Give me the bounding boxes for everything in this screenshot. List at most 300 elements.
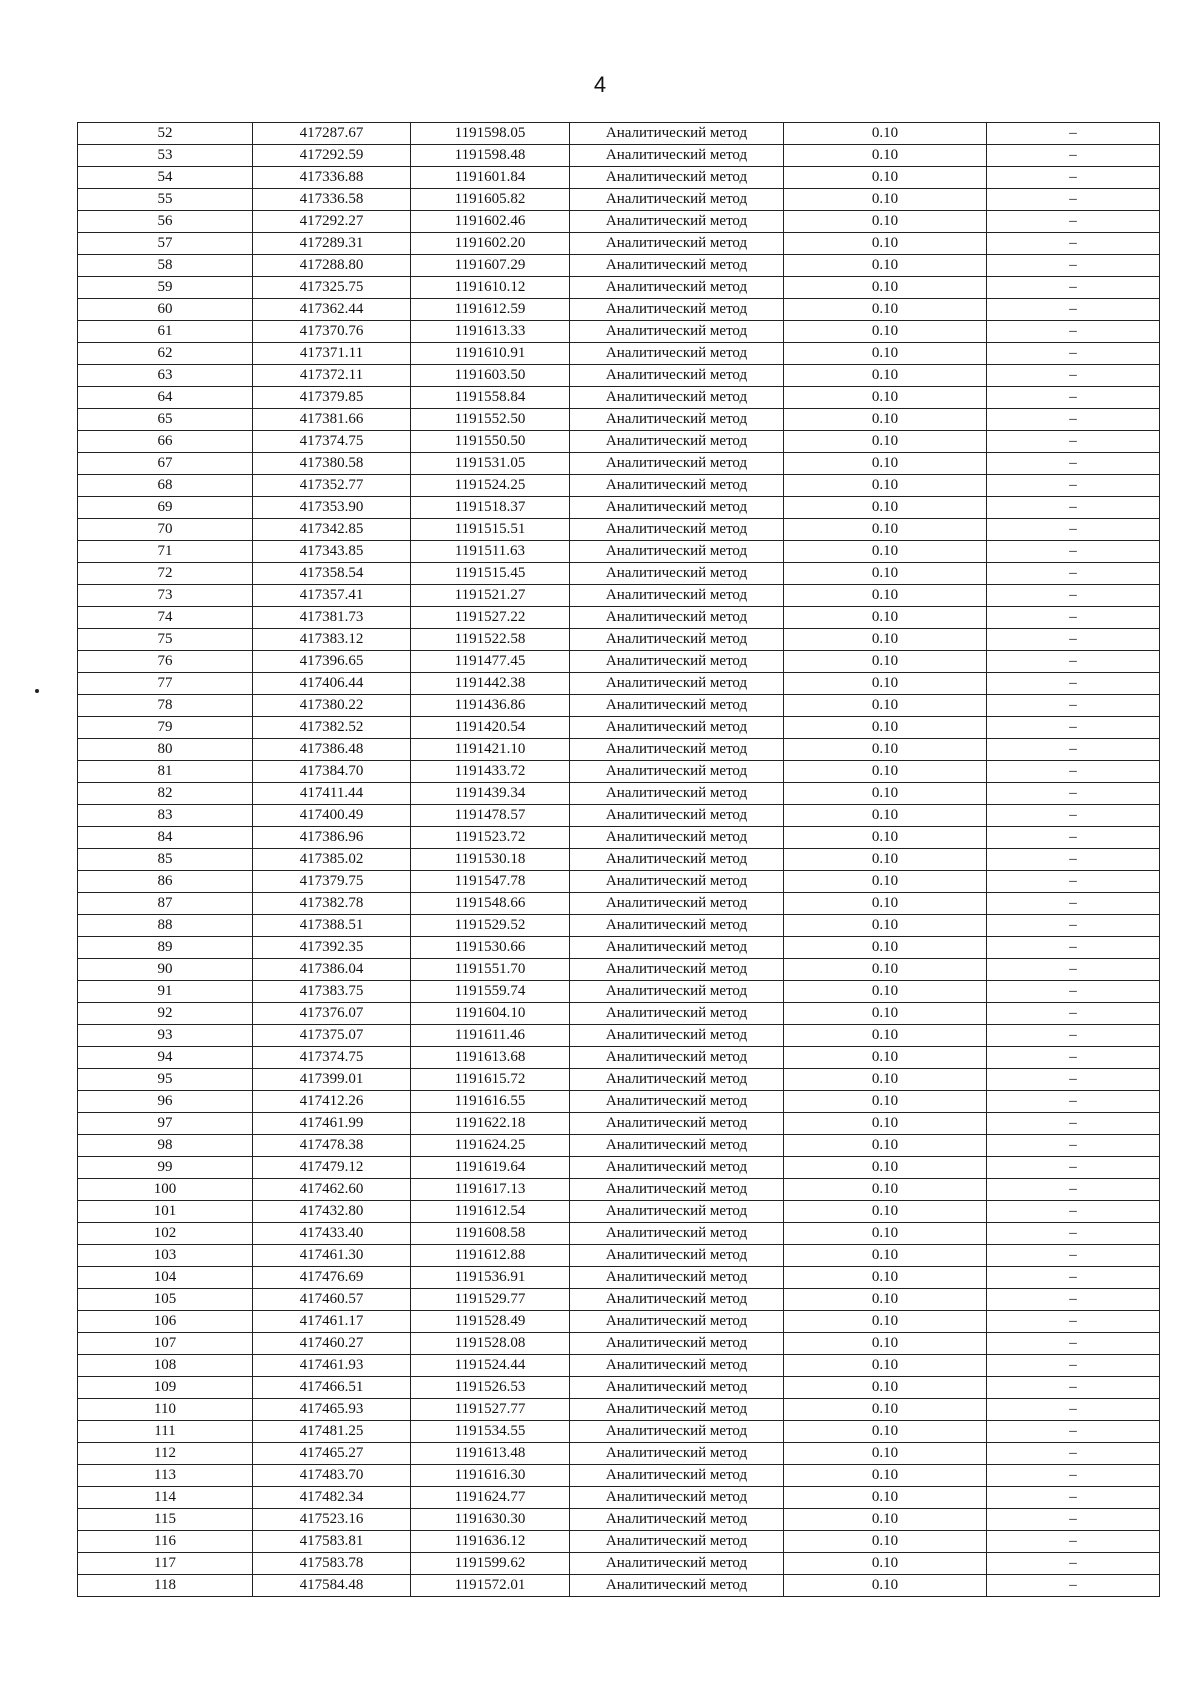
- table-row: [78, 123, 1160, 145]
- cell-coord-y: 1191616.55: [411, 1091, 570, 1113]
- cell-coord-x: 417465.27: [253, 1443, 411, 1465]
- cell-coord-y: 1191602.46: [411, 211, 570, 233]
- table-row: [78, 629, 1160, 651]
- cell-coord-x: 417343.85: [253, 541, 411, 563]
- table-row: [78, 1091, 1160, 1113]
- cell-point-number: 66: [78, 431, 253, 453]
- cell-method: Аналитический метод: [570, 145, 784, 167]
- cell-accuracy: 0.10: [784, 827, 987, 849]
- cell-method: Аналитический метод: [570, 1421, 784, 1443]
- table-row: [78, 981, 1160, 1003]
- cell-coord-y: 1191558.84: [411, 387, 570, 409]
- cell-method: Аналитический метод: [570, 1531, 784, 1553]
- cell-accuracy: 0.10: [784, 1135, 987, 1157]
- cell-coord-x: 417289.31: [253, 233, 411, 255]
- table-row: [78, 1531, 1160, 1553]
- table-row: [78, 739, 1160, 761]
- cell-accuracy: 0.10: [784, 959, 987, 981]
- table-row: [78, 497, 1160, 519]
- cell-note: –: [987, 893, 1160, 915]
- cell-note: –: [987, 343, 1160, 365]
- cell-method: Аналитический метод: [570, 717, 784, 739]
- cell-coord-y: 1191624.77: [411, 1487, 570, 1509]
- cell-accuracy: 0.10: [784, 145, 987, 167]
- cell-point-number: 89: [78, 937, 253, 959]
- cell-method: Аналитический метод: [570, 1399, 784, 1421]
- cell-note: –: [987, 805, 1160, 827]
- table-row: [78, 1443, 1160, 1465]
- cell-coord-y: 1191613.33: [411, 321, 570, 343]
- cell-method: Аналитический метод: [570, 915, 784, 937]
- cell-note: –: [987, 409, 1160, 431]
- cell-point-number: 81: [78, 761, 253, 783]
- cell-point-number: 117: [78, 1553, 253, 1575]
- table-row: [78, 1135, 1160, 1157]
- table-row: [78, 453, 1160, 475]
- cell-accuracy: 0.10: [784, 1333, 987, 1355]
- cell-point-number: 88: [78, 915, 253, 937]
- cell-point-number: 97: [78, 1113, 253, 1135]
- cell-coord-y: 1191604.10: [411, 1003, 570, 1025]
- cell-method: Аналитический метод: [570, 563, 784, 585]
- cell-coord-y: 1191630.30: [411, 1509, 570, 1531]
- cell-coord-y: 1191522.58: [411, 629, 570, 651]
- cell-point-number: 69: [78, 497, 253, 519]
- cell-method: Аналитический метод: [570, 1267, 784, 1289]
- cell-note: –: [987, 1003, 1160, 1025]
- table-row: [78, 959, 1160, 981]
- cell-note: –: [987, 1333, 1160, 1355]
- cell-accuracy: 0.10: [784, 871, 987, 893]
- cell-accuracy: 0.10: [784, 1091, 987, 1113]
- table-row: [78, 1421, 1160, 1443]
- cell-accuracy: 0.10: [784, 1377, 987, 1399]
- cell-accuracy: 0.10: [784, 805, 987, 827]
- cell-method: Аналитический метод: [570, 1069, 784, 1091]
- cell-note: –: [987, 761, 1160, 783]
- cell-point-number: 83: [78, 805, 253, 827]
- table-row: [78, 1003, 1160, 1025]
- cell-accuracy: 0.10: [784, 585, 987, 607]
- cell-point-number: 82: [78, 783, 253, 805]
- cell-point-number: 108: [78, 1355, 253, 1377]
- cell-coord-y: 1191531.05: [411, 453, 570, 475]
- cell-coord-y: 1191598.48: [411, 145, 570, 167]
- table-row: [78, 1069, 1160, 1091]
- cell-coord-y: 1191477.45: [411, 651, 570, 673]
- cell-accuracy: 0.10: [784, 893, 987, 915]
- cell-coord-y: 1191529.52: [411, 915, 570, 937]
- cell-method: Аналитический метод: [570, 1157, 784, 1179]
- cell-point-number: 75: [78, 629, 253, 651]
- cell-accuracy: 0.10: [784, 1289, 987, 1311]
- cell-point-number: 52: [78, 123, 253, 145]
- table-row: [78, 827, 1160, 849]
- cell-method: Аналитический метод: [570, 233, 784, 255]
- table-row: [78, 431, 1160, 453]
- cell-method: Аналитический метод: [570, 1289, 784, 1311]
- cell-coord-y: 1191515.45: [411, 563, 570, 585]
- cell-point-number: 70: [78, 519, 253, 541]
- cell-accuracy: 0.10: [784, 1223, 987, 1245]
- cell-accuracy: 0.10: [784, 1201, 987, 1223]
- cell-accuracy: 0.10: [784, 1443, 987, 1465]
- cell-point-number: 77: [78, 673, 253, 695]
- cell-coord-y: 1191433.72: [411, 761, 570, 783]
- cell-coord-x: 417371.11: [253, 343, 411, 365]
- table-row: [78, 1223, 1160, 1245]
- cell-accuracy: 0.10: [784, 1509, 987, 1531]
- table-row: [78, 1311, 1160, 1333]
- cell-coord-x: 417357.41: [253, 585, 411, 607]
- cell-accuracy: 0.10: [784, 123, 987, 145]
- cell-coord-x: 417380.58: [253, 453, 411, 475]
- cell-coord-x: 417381.66: [253, 409, 411, 431]
- table-row: [78, 1245, 1160, 1267]
- cell-note: –: [987, 233, 1160, 255]
- cell-note: –: [987, 453, 1160, 475]
- cell-point-number: 65: [78, 409, 253, 431]
- cell-point-number: 90: [78, 959, 253, 981]
- cell-note: –: [987, 431, 1160, 453]
- cell-method: Аналитический метод: [570, 651, 784, 673]
- cell-method: Аналитический метод: [570, 805, 784, 827]
- cell-coord-x: 417374.75: [253, 431, 411, 453]
- cell-coord-x: 417478.38: [253, 1135, 411, 1157]
- cell-coord-y: 1191511.63: [411, 541, 570, 563]
- table-row: [78, 1157, 1160, 1179]
- cell-coord-x: 417352.77: [253, 475, 411, 497]
- cell-coord-x: 417376.07: [253, 1003, 411, 1025]
- cell-coord-y: 1191528.49: [411, 1311, 570, 1333]
- cell-note: –: [987, 607, 1160, 629]
- table-row: [78, 849, 1160, 871]
- table-row: [78, 519, 1160, 541]
- cell-note: –: [987, 497, 1160, 519]
- cell-point-number: 80: [78, 739, 253, 761]
- cell-note: –: [987, 1201, 1160, 1223]
- cell-method: Аналитический метод: [570, 827, 784, 849]
- cell-method: Аналитический метод: [570, 167, 784, 189]
- cell-note: –: [987, 1553, 1160, 1575]
- cell-coord-y: 1191518.37: [411, 497, 570, 519]
- cell-accuracy: 0.10: [784, 1421, 987, 1443]
- cell-accuracy: 0.10: [784, 541, 987, 563]
- cell-method: Аналитический метод: [570, 343, 784, 365]
- cell-accuracy: 0.10: [784, 629, 987, 651]
- cell-note: –: [987, 1443, 1160, 1465]
- cell-method: Аналитический метод: [570, 1135, 784, 1157]
- table-row: [78, 695, 1160, 717]
- cell-point-number: 98: [78, 1135, 253, 1157]
- cell-point-number: 109: [78, 1377, 253, 1399]
- cell-coord-x: 417465.93: [253, 1399, 411, 1421]
- cell-point-number: 113: [78, 1465, 253, 1487]
- cell-note: –: [987, 937, 1160, 959]
- cell-method: Аналитический метод: [570, 1355, 784, 1377]
- cell-method: Аналитический метод: [570, 123, 784, 145]
- cell-accuracy: 0.10: [784, 673, 987, 695]
- cell-coord-x: 417386.48: [253, 739, 411, 761]
- cell-coord-x: 417482.34: [253, 1487, 411, 1509]
- cell-coord-x: 417325.75: [253, 277, 411, 299]
- cell-method: Аналитический метод: [570, 189, 784, 211]
- scan-dot: [35, 689, 39, 693]
- table-row: [78, 563, 1160, 585]
- cell-coord-x: 417370.76: [253, 321, 411, 343]
- cell-coord-x: 417386.04: [253, 959, 411, 981]
- cell-accuracy: 0.10: [784, 255, 987, 277]
- cell-coord-x: 417382.52: [253, 717, 411, 739]
- cell-coord-x: 417432.80: [253, 1201, 411, 1223]
- cell-coord-x: 417292.27: [253, 211, 411, 233]
- cell-method: Аналитический метод: [570, 1465, 784, 1487]
- cell-coord-y: 1191612.88: [411, 1245, 570, 1267]
- coordinates-table: [77, 122, 1160, 1597]
- cell-note: –: [987, 1509, 1160, 1531]
- cell-coord-y: 1191613.68: [411, 1047, 570, 1069]
- cell-accuracy: 0.10: [784, 343, 987, 365]
- cell-coord-y: 1191610.91: [411, 343, 570, 365]
- cell-method: Аналитический метод: [570, 1179, 784, 1201]
- cell-point-number: 61: [78, 321, 253, 343]
- cell-coord-x: 417287.67: [253, 123, 411, 145]
- cell-coord-x: 417406.44: [253, 673, 411, 695]
- cell-point-number: 96: [78, 1091, 253, 1113]
- cell-accuracy: 0.10: [784, 1311, 987, 1333]
- cell-note: –: [987, 475, 1160, 497]
- table-row: [78, 1487, 1160, 1509]
- table-row: [78, 387, 1160, 409]
- cell-coord-x: 417392.35: [253, 937, 411, 959]
- cell-coord-x: 417411.44: [253, 783, 411, 805]
- cell-accuracy: 0.10: [784, 167, 987, 189]
- cell-point-number: 110: [78, 1399, 253, 1421]
- cell-accuracy: 0.10: [784, 651, 987, 673]
- cell-coord-y: 1191527.22: [411, 607, 570, 629]
- cell-note: –: [987, 1157, 1160, 1179]
- cell-coord-y: 1191536.91: [411, 1267, 570, 1289]
- cell-coord-y: 1191530.66: [411, 937, 570, 959]
- cell-coord-x: 417399.01: [253, 1069, 411, 1091]
- cell-coord-y: 1191515.51: [411, 519, 570, 541]
- cell-method: Аналитический метод: [570, 673, 784, 695]
- cell-coord-y: 1191608.58: [411, 1223, 570, 1245]
- cell-point-number: 112: [78, 1443, 253, 1465]
- cell-accuracy: 0.10: [784, 981, 987, 1003]
- cell-method: Аналитический метод: [570, 871, 784, 893]
- cell-method: Аналитический метод: [570, 959, 784, 981]
- cell-point-number: 53: [78, 145, 253, 167]
- cell-point-number: 94: [78, 1047, 253, 1069]
- table-row: [78, 1465, 1160, 1487]
- cell-method: Аналитический метод: [570, 1113, 784, 1135]
- cell-note: –: [987, 1465, 1160, 1487]
- cell-accuracy: 0.10: [784, 387, 987, 409]
- cell-method: Аналитический метод: [570, 299, 784, 321]
- cell-method: Аналитический метод: [570, 783, 784, 805]
- cell-point-number: 118: [78, 1575, 253, 1597]
- cell-note: –: [987, 717, 1160, 739]
- cell-coord-y: 1191530.18: [411, 849, 570, 871]
- cell-note: –: [987, 1223, 1160, 1245]
- cell-coord-x: 417342.85: [253, 519, 411, 541]
- cell-method: Аналитический метод: [570, 1443, 784, 1465]
- cell-point-number: 79: [78, 717, 253, 739]
- cell-method: Аналитический метод: [570, 849, 784, 871]
- cell-note: –: [987, 277, 1160, 299]
- cell-point-number: 60: [78, 299, 253, 321]
- cell-note: –: [987, 827, 1160, 849]
- table-row: [78, 1047, 1160, 1069]
- cell-accuracy: 0.10: [784, 937, 987, 959]
- cell-point-number: 59: [78, 277, 253, 299]
- cell-note: –: [987, 1289, 1160, 1311]
- cell-accuracy: 0.10: [784, 761, 987, 783]
- cell-method: Аналитический метод: [570, 1553, 784, 1575]
- table-row: [78, 1113, 1160, 1135]
- cell-note: –: [987, 1135, 1160, 1157]
- cell-point-number: 95: [78, 1069, 253, 1091]
- cell-note: –: [987, 783, 1160, 805]
- table-row: [78, 1509, 1160, 1531]
- cell-note: –: [987, 629, 1160, 651]
- cell-method: Аналитический метод: [570, 1201, 784, 1223]
- table-row: [78, 673, 1160, 695]
- cell-coord-y: 1191550.50: [411, 431, 570, 453]
- cell-coord-x: 417523.16: [253, 1509, 411, 1531]
- cell-method: Аналитический метод: [570, 607, 784, 629]
- cell-coord-x: 417386.96: [253, 827, 411, 849]
- cell-coord-x: 417383.75: [253, 981, 411, 1003]
- cell-point-number: 84: [78, 827, 253, 849]
- cell-coord-y: 1191612.54: [411, 1201, 570, 1223]
- cell-coord-x: 417483.70: [253, 1465, 411, 1487]
- cell-accuracy: 0.10: [784, 519, 987, 541]
- cell-method: Аналитический метод: [570, 1377, 784, 1399]
- cell-point-number: 114: [78, 1487, 253, 1509]
- page-number: 4: [593, 72, 607, 97]
- cell-point-number: 101: [78, 1201, 253, 1223]
- cell-point-number: 64: [78, 387, 253, 409]
- cell-method: Аналитический метод: [570, 497, 784, 519]
- cell-coord-y: 1191442.38: [411, 673, 570, 695]
- cell-accuracy: 0.10: [784, 431, 987, 453]
- cell-point-number: 55: [78, 189, 253, 211]
- cell-coord-x: 417372.11: [253, 365, 411, 387]
- table-row: [78, 1267, 1160, 1289]
- table-row: [78, 1289, 1160, 1311]
- cell-coord-x: 417460.27: [253, 1333, 411, 1355]
- cell-note: –: [987, 255, 1160, 277]
- cell-accuracy: 0.10: [784, 1553, 987, 1575]
- table-row: [78, 651, 1160, 673]
- cell-note: –: [987, 871, 1160, 893]
- cell-coord-x: 417358.54: [253, 563, 411, 585]
- cell-method: Аналитический метод: [570, 1509, 784, 1531]
- cell-point-number: 102: [78, 1223, 253, 1245]
- cell-point-number: 111: [78, 1421, 253, 1443]
- cell-coord-x: 417380.22: [253, 695, 411, 717]
- cell-coord-x: 417462.60: [253, 1179, 411, 1201]
- cell-coord-x: 417385.02: [253, 849, 411, 871]
- cell-method: Аналитический метод: [570, 387, 784, 409]
- cell-coord-y: 1191524.25: [411, 475, 570, 497]
- table-row: [78, 783, 1160, 805]
- cell-coord-x: 417288.80: [253, 255, 411, 277]
- table-row: [78, 717, 1160, 739]
- cell-method: Аналитический метод: [570, 1311, 784, 1333]
- cell-accuracy: 0.10: [784, 607, 987, 629]
- cell-accuracy: 0.10: [784, 1267, 987, 1289]
- cell-coord-y: 1191420.54: [411, 717, 570, 739]
- cell-accuracy: 0.10: [784, 365, 987, 387]
- cell-coord-x: 417461.17: [253, 1311, 411, 1333]
- cell-point-number: 73: [78, 585, 253, 607]
- cell-method: Аналитический метод: [570, 1025, 784, 1047]
- table-row: [78, 915, 1160, 937]
- cell-coord-y: 1191572.01: [411, 1575, 570, 1597]
- cell-note: –: [987, 1113, 1160, 1135]
- cell-coord-x: 417461.30: [253, 1245, 411, 1267]
- cell-accuracy: 0.10: [784, 1575, 987, 1597]
- cell-point-number: 72: [78, 563, 253, 585]
- cell-coord-y: 1191548.66: [411, 893, 570, 915]
- cell-coord-x: 417433.40: [253, 1223, 411, 1245]
- table-row: [78, 805, 1160, 827]
- cell-method: Аналитический метод: [570, 541, 784, 563]
- cell-coord-x: 417388.51: [253, 915, 411, 937]
- cell-coord-x: 417481.25: [253, 1421, 411, 1443]
- cell-method: Аналитический метод: [570, 1333, 784, 1355]
- cell-method: Аналитический метод: [570, 937, 784, 959]
- cell-method: Аналитический метод: [570, 1575, 784, 1597]
- table-row: [78, 541, 1160, 563]
- cell-note: –: [987, 673, 1160, 695]
- table-row: [78, 167, 1160, 189]
- cell-coord-x: 417476.69: [253, 1267, 411, 1289]
- cell-accuracy: 0.10: [784, 299, 987, 321]
- table-row: [78, 893, 1160, 915]
- table-row: [78, 1575, 1160, 1597]
- cell-point-number: 87: [78, 893, 253, 915]
- cell-note: –: [987, 1047, 1160, 1069]
- cell-coord-y: 1191624.25: [411, 1135, 570, 1157]
- cell-accuracy: 0.10: [784, 189, 987, 211]
- cell-note: –: [987, 1421, 1160, 1443]
- table-row: [78, 211, 1160, 233]
- cell-note: –: [987, 365, 1160, 387]
- cell-accuracy: 0.10: [784, 211, 987, 233]
- cell-note: –: [987, 981, 1160, 1003]
- cell-point-number: 56: [78, 211, 253, 233]
- cell-point-number: 100: [78, 1179, 253, 1201]
- cell-coord-y: 1191523.72: [411, 827, 570, 849]
- cell-accuracy: 0.10: [784, 1355, 987, 1377]
- cell-method: Аналитический метод: [570, 893, 784, 915]
- cell-method: Аналитический метод: [570, 1003, 784, 1025]
- cell-coord-x: 417292.59: [253, 145, 411, 167]
- table-row: [78, 1025, 1160, 1047]
- cell-method: Аналитический метод: [570, 629, 784, 651]
- cell-coord-x: 417336.88: [253, 167, 411, 189]
- cell-coord-y: 1191607.29: [411, 255, 570, 277]
- cell-coord-y: 1191526.53: [411, 1377, 570, 1399]
- cell-method: Аналитический метод: [570, 1047, 784, 1069]
- cell-method: Аналитический метод: [570, 431, 784, 453]
- cell-coord-y: 1191612.59: [411, 299, 570, 321]
- table-row: [78, 585, 1160, 607]
